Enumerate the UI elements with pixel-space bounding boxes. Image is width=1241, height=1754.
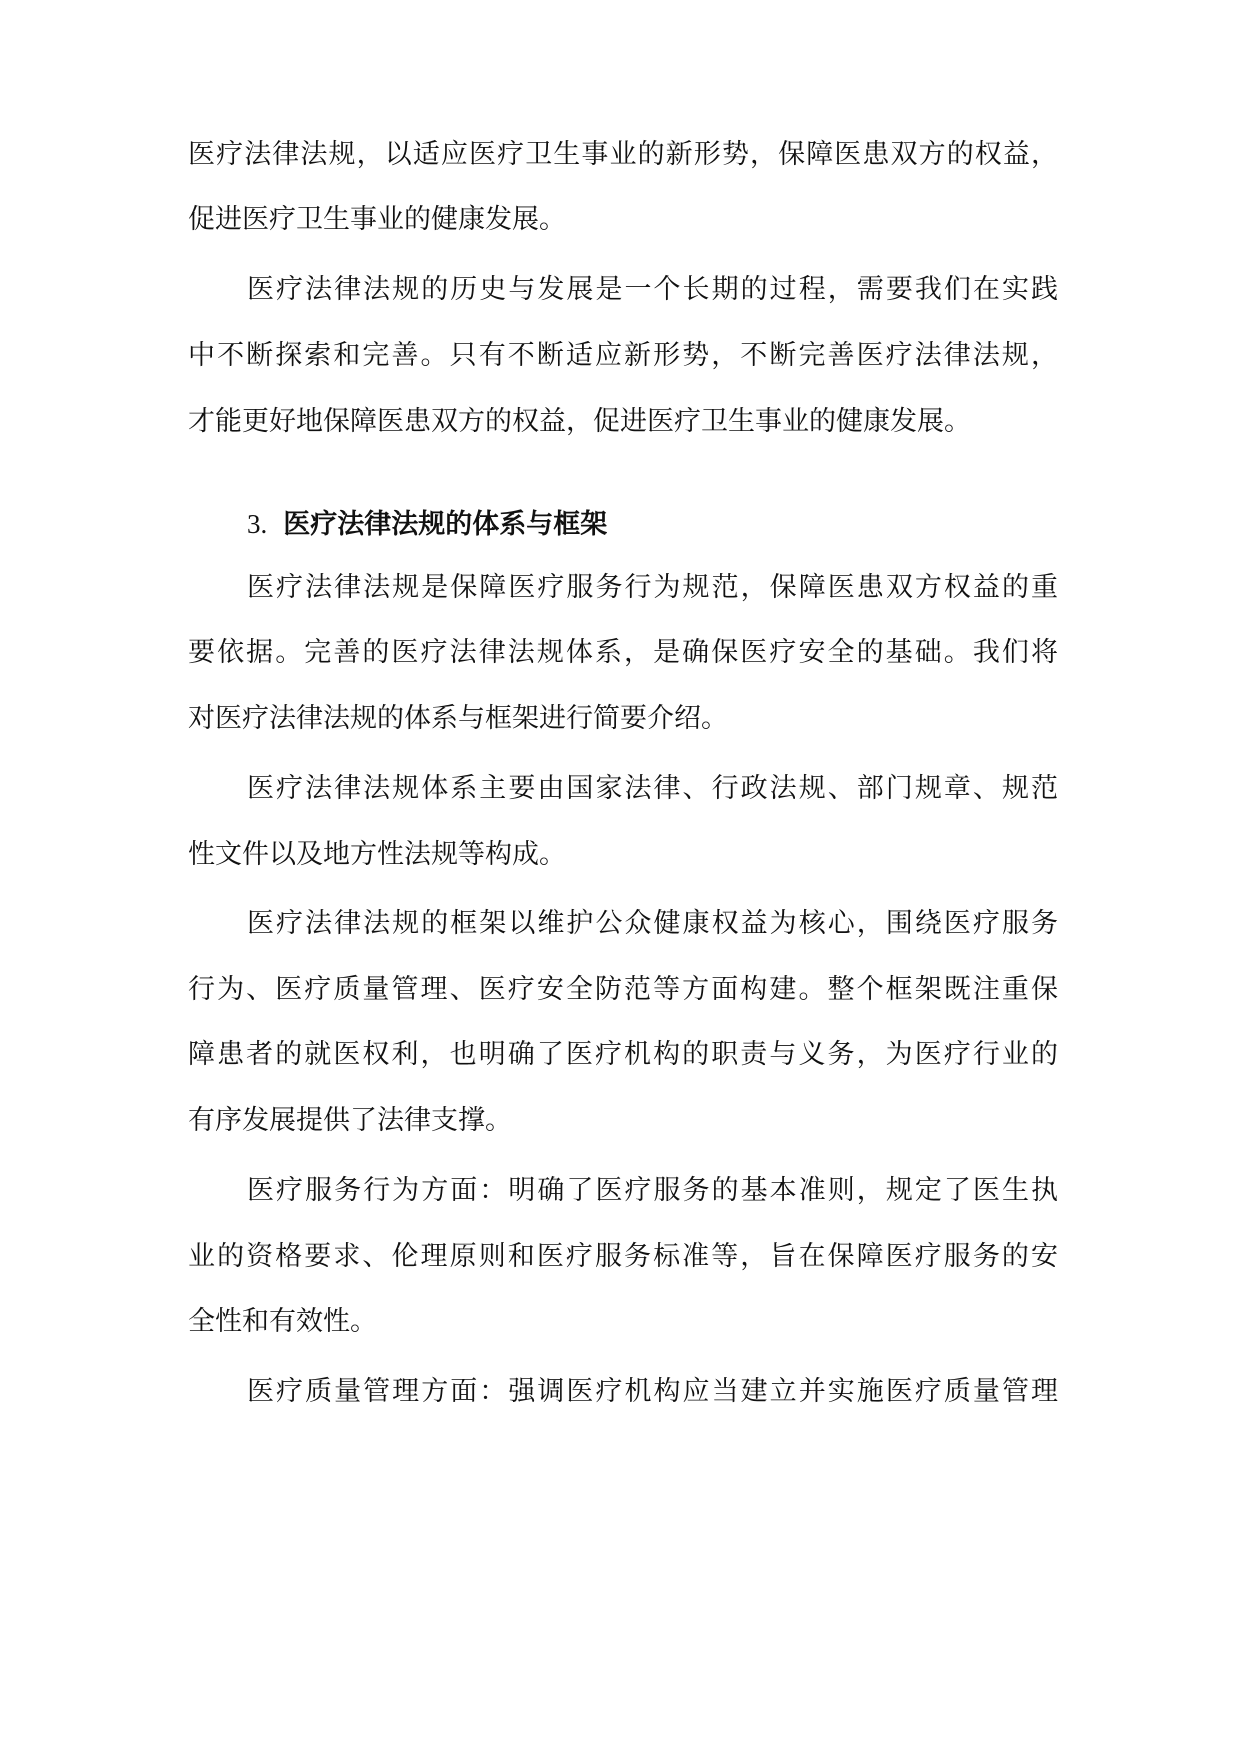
paragraph-line: 医疗法律法规的框架以维护公众健康权益为核心，围绕医疗服务	[247, 908, 1058, 939]
paragraph-line: 行为、医疗质量管理、医疗安全防范等方面构建。整个框架既注重保	[188, 974, 1058, 1005]
paragraph-line: 才能更好地保障医患双方的权益，促进医疗卫生事业的健康发展。	[188, 406, 971, 437]
paragraph-line: 业的资格要求、伦理原则和医疗服务标准等，旨在保障医疗服务的安	[188, 1241, 1058, 1272]
section-heading	[247, 507, 607, 542]
section-heading-title: 医疗法律法规的体系与框架	[283, 509, 608, 540]
paragraph-line: 障患者的就医权利，也明确了医疗机构的职责与义务，为医疗行业的	[188, 1039, 1058, 1070]
paragraph-line: 医疗法律法规体系主要由国家法律、行政法规、部门规章、规范	[247, 773, 1058, 804]
paragraph-line: 对医疗法律法规的体系与框架进行简要介绍。	[188, 703, 728, 734]
paragraph-line: 要依据。完善的医疗法律法规体系，是确保医疗安全的基础。我们将	[188, 637, 1058, 668]
paragraph-line: 性文件以及地方性法规等构成。	[188, 839, 566, 870]
paragraph-line: 医疗法律法规的历史与发展是一个长期的过程，需要我们在实践	[247, 274, 1058, 305]
paragraph-line: 医疗法律法规，以适应医疗卫生事业的新形势，保障医患双方的权益，	[188, 139, 1058, 170]
paragraph-line: 医疗法律法规是保障医疗服务行为规范，保障医患双方权益的重	[247, 572, 1058, 603]
paragraph-line: 有序发展提供了法律支撑。	[188, 1105, 512, 1136]
paragraph-line: 全性和有效性。	[188, 1306, 377, 1337]
paragraph-line: 医疗服务行为方面：明确了医疗服务的基本准则，规定了医生执	[247, 1175, 1058, 1206]
paragraph-line: 中不断探索和完善。只有不断适应新形势，不断完善医疗法律法规，	[188, 340, 1058, 371]
paragraph-line: 医疗质量管理方面：强调医疗机构应当建立并实施医疗质量管理	[247, 1376, 1058, 1407]
section-heading-number: 3.	[247, 509, 268, 539]
paragraph-line: 促进医疗卫生事业的健康发展。	[188, 204, 566, 235]
